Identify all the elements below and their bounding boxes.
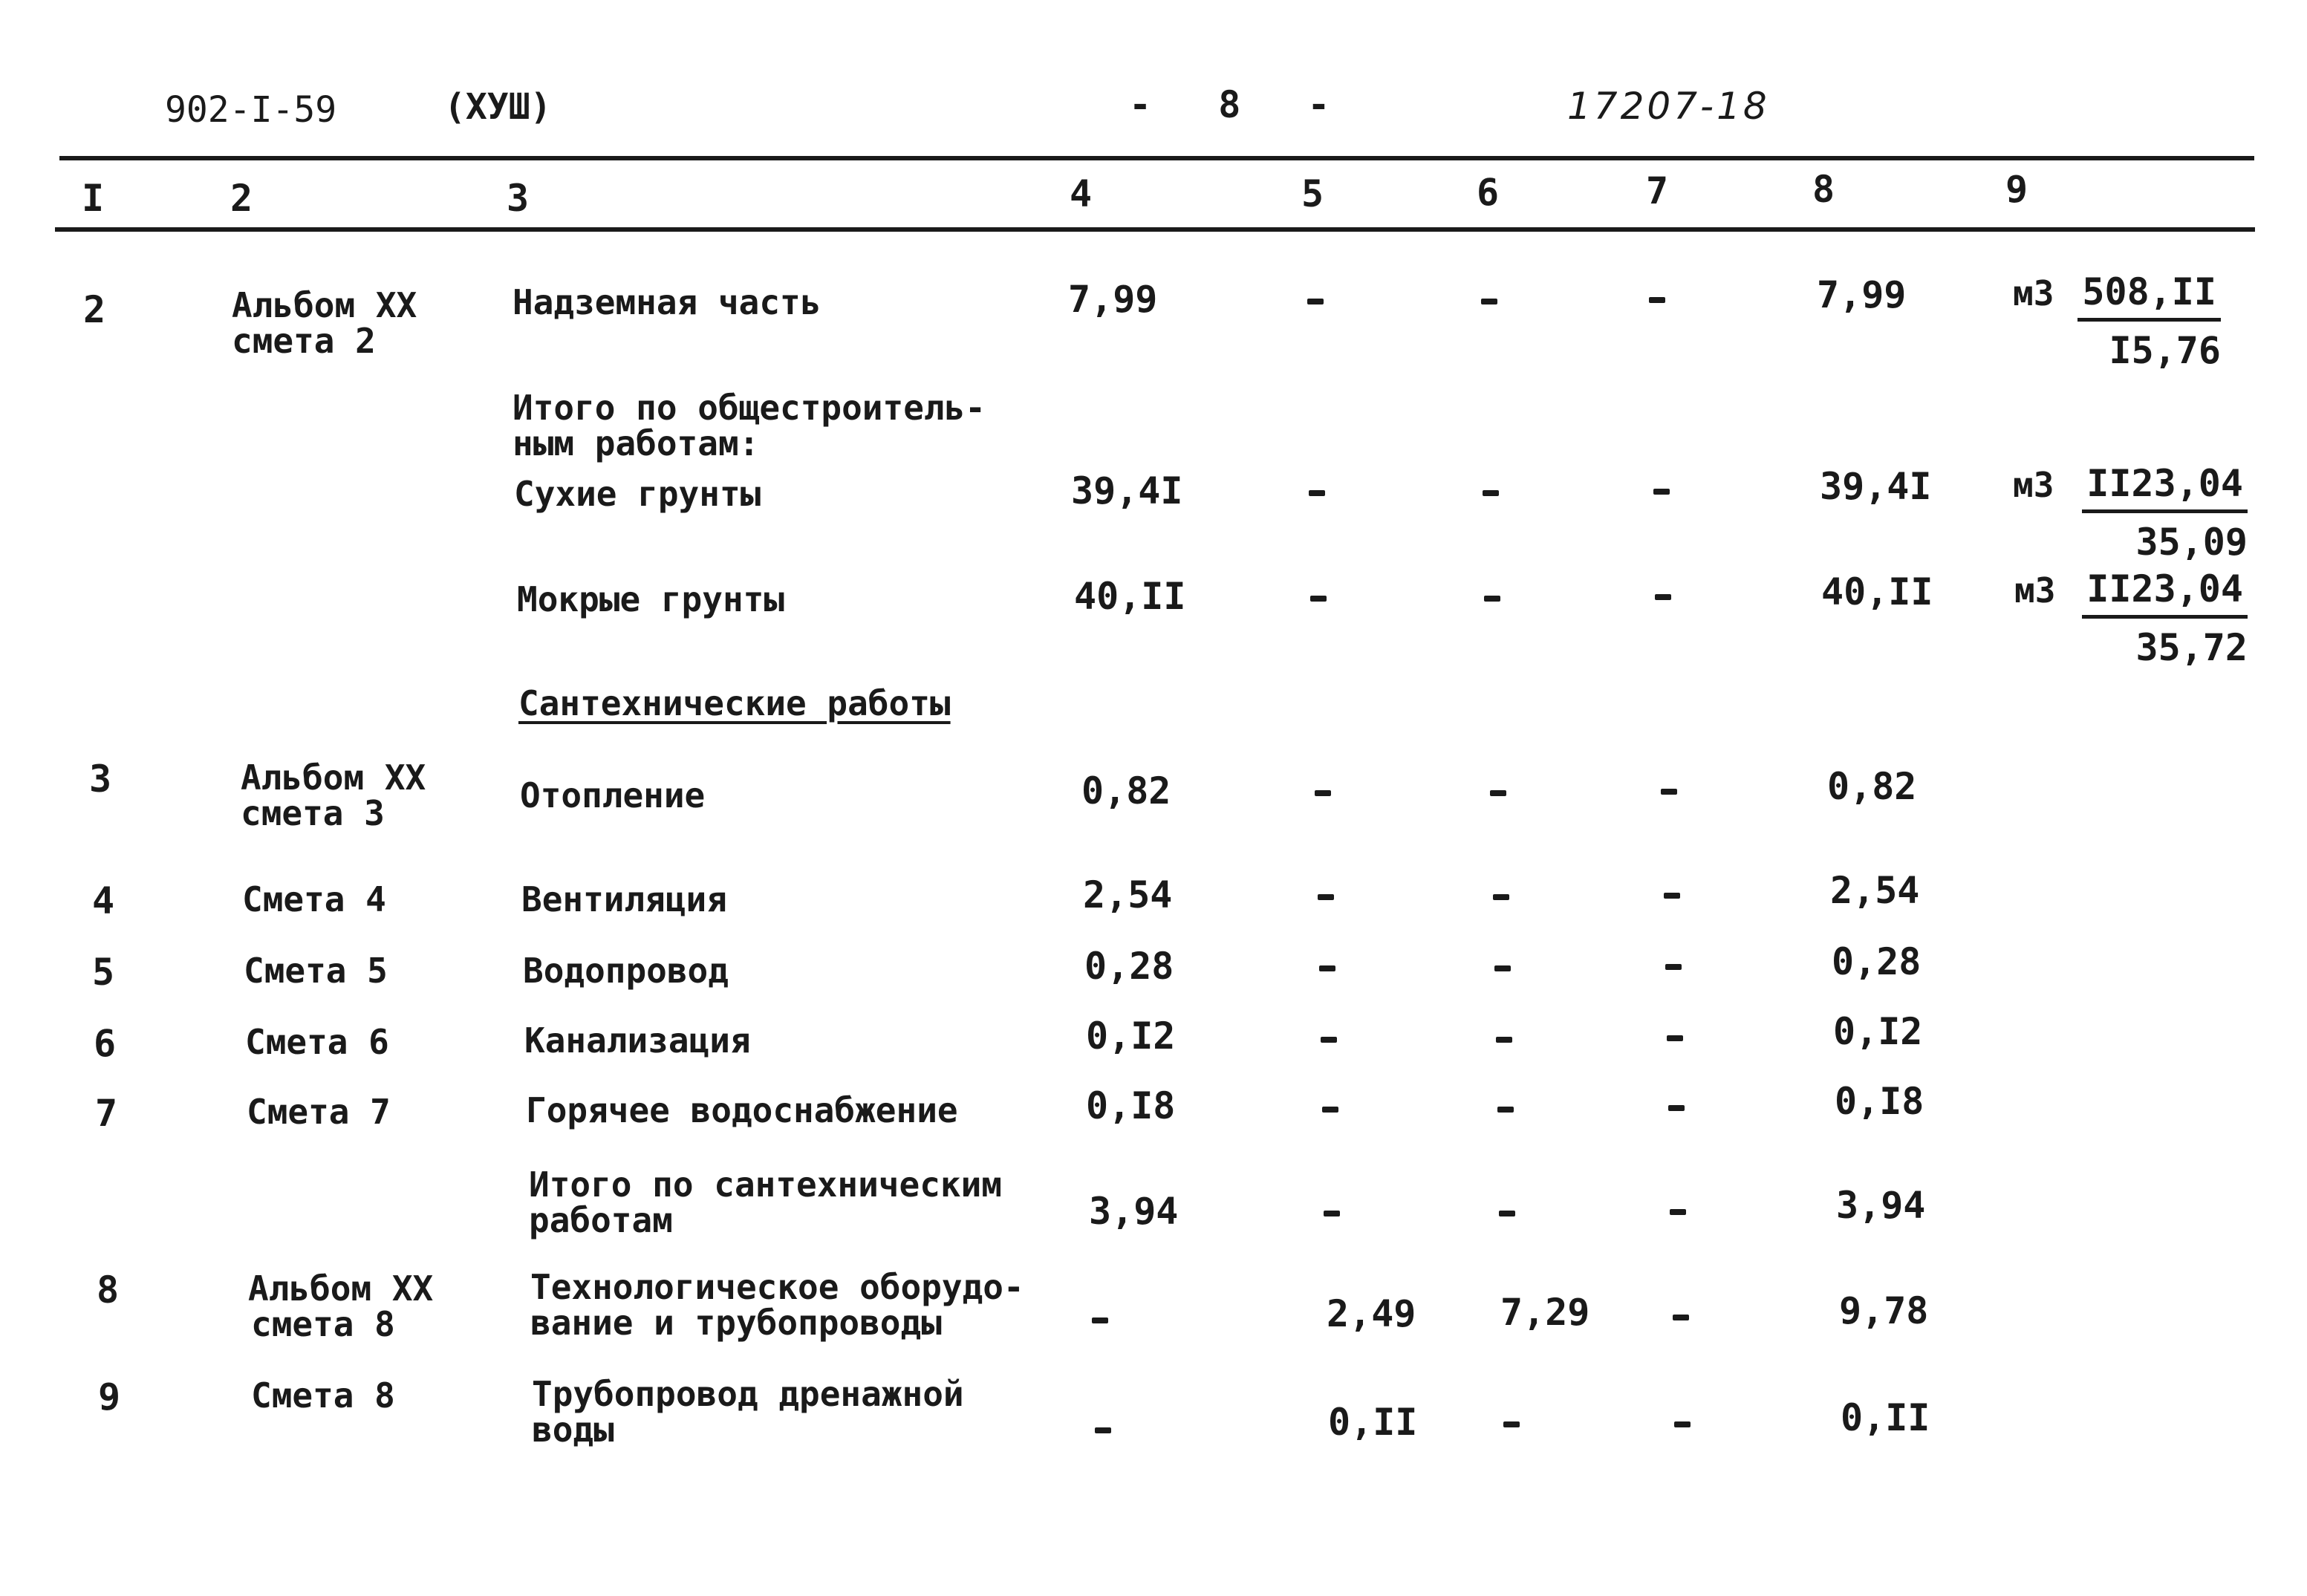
cell-col4: 0,82 — [1081, 769, 1171, 812]
price-fraction — [2077, 567, 2248, 669]
price-denominator: 35,09 — [2135, 521, 2248, 564]
cell-col8: 0,II — [1841, 1396, 1930, 1439]
dash-col6 — [1503, 1421, 1520, 1427]
row-number: 4 — [92, 879, 115, 922]
cell-col4: 40,II — [1074, 575, 1186, 618]
column-header-5: 5 — [1301, 172, 1324, 215]
work-name: Канализация — [524, 1020, 751, 1061]
cell-col4: 3,94 — [1089, 1190, 1179, 1233]
cell-col8: 0,82 — [1827, 765, 1917, 808]
column-header-2: 2 — [230, 177, 253, 220]
work-name: Сухие грунты — [514, 474, 761, 514]
subtotal-label: работам — [529, 1200, 673, 1240]
dash-col4 — [1095, 1427, 1111, 1433]
work-name: Технологическое оборудо- — [530, 1267, 1024, 1307]
dash-col7 — [1653, 489, 1670, 495]
column-header-6: 6 — [1477, 171, 1500, 214]
price-numerator: II23,04 — [2082, 462, 2248, 513]
dash-col6 — [1481, 299, 1497, 304]
cell-col4: 39,4I — [1071, 469, 1183, 512]
dash-col4 — [1092, 1317, 1108, 1323]
dash-col5 — [1322, 1107, 1338, 1113]
source-reference: Смета 7 — [247, 1092, 391, 1132]
dash-col7 — [1674, 1421, 1691, 1427]
document-code: 902-I-59 — [165, 89, 337, 131]
row-number: 8 — [97, 1268, 120, 1312]
unit: м3 — [2013, 273, 2054, 313]
cell-col8: 0,I2 — [1833, 1010, 1923, 1053]
subtotal-label: Итого по общестроитель- — [513, 388, 986, 428]
dash-col7 — [1668, 1105, 1685, 1111]
cell-col4: 0,28 — [1084, 945, 1174, 988]
column-header-1: I — [82, 177, 105, 220]
work-name: Мокрые грунты — [517, 579, 785, 619]
dash-col5 — [1307, 299, 1324, 304]
column-header-9: 9 — [2005, 168, 2028, 211]
column-header-3: 3 — [507, 177, 530, 220]
cell-col8: 2,54 — [1830, 869, 1920, 912]
unit: м3 — [2014, 570, 2056, 610]
dash-col7 — [1667, 1035, 1683, 1041]
dash-col7 — [1673, 1315, 1689, 1320]
dash-col6 — [1484, 596, 1500, 602]
cell-col8: 7,99 — [1817, 273, 1907, 316]
price-fraction — [2050, 270, 2221, 372]
dash-col5 — [1318, 894, 1334, 900]
price-denominator: 35,72 — [2135, 626, 2248, 669]
dash-col7 — [1665, 964, 1682, 970]
row-number: 9 — [98, 1375, 121, 1419]
dash-col5 — [1310, 596, 1327, 602]
source-reference: Альбом XX — [232, 285, 417, 325]
work-name: Водопровод — [523, 951, 729, 991]
dash-col6 — [1493, 894, 1509, 900]
dash-col6 — [1494, 965, 1511, 971]
dash-col6 — [1499, 1211, 1515, 1216]
source-reference: Смета 6 — [245, 1022, 389, 1062]
dash-col7 — [1649, 297, 1665, 303]
column-header-7: 7 — [1646, 169, 1669, 212]
work-name: Отопление — [520, 775, 706, 815]
subtotal-label: ным работам: — [513, 423, 760, 463]
source-reference: Смета 8 — [251, 1375, 395, 1416]
work-name: Надземная часть — [513, 282, 821, 322]
cell-col8: 3,94 — [1836, 1184, 1926, 1227]
dash-col7 — [1670, 1209, 1686, 1215]
column-header-8: 8 — [1812, 168, 1835, 211]
cell-col5: 0,II — [1328, 1401, 1418, 1444]
dash-col6 — [1483, 490, 1499, 496]
cell-col8: 0,28 — [1832, 940, 1922, 983]
dash-col7 — [1655, 594, 1671, 600]
dash-col5 — [1324, 1211, 1340, 1216]
unit: м3 — [2013, 465, 2054, 505]
source-reference: смета 2 — [232, 321, 376, 361]
header-rule — [55, 227, 2255, 232]
row-number: 2 — [83, 288, 106, 331]
dash-col6 — [1496, 1037, 1512, 1043]
price-denominator: I5,76 — [2109, 329, 2221, 372]
page-number: - 8 - — [1129, 83, 1353, 126]
cell-col8: 40,II — [1821, 570, 1933, 613]
price-numerator: II23,04 — [2082, 567, 2248, 619]
column-header-4: 4 — [1070, 172, 1093, 215]
work-name: Горячее водоснабжение — [526, 1090, 958, 1130]
cell-col5: 2,49 — [1327, 1292, 1416, 1335]
row-number: 5 — [92, 951, 115, 994]
cell-col8: 39,4I — [1820, 465, 1932, 508]
source-reference: Альбом XX — [241, 758, 426, 798]
document-part: (ХУШ) — [444, 86, 552, 128]
work-name: воды — [532, 1410, 614, 1450]
cell-col8: 0,I8 — [1835, 1080, 1924, 1123]
cell-col8: 9,78 — [1839, 1289, 1929, 1332]
subtotal-label: Итого по сантехническим — [529, 1165, 1002, 1205]
dash-col6 — [1497, 1107, 1514, 1113]
cell-col4: 2,54 — [1083, 873, 1173, 916]
registration-number: 17207-18 — [1567, 85, 1770, 128]
cell-col4: 7,99 — [1068, 278, 1158, 321]
price-fraction — [2077, 462, 2248, 564]
dash-col5 — [1319, 965, 1335, 971]
cell-col4: 0,I8 — [1086, 1084, 1176, 1127]
source-reference: Альбом XX — [248, 1268, 434, 1309]
row-number: 6 — [94, 1022, 117, 1065]
source-reference: смета 3 — [241, 793, 385, 833]
cell-col6: 7,29 — [1500, 1291, 1590, 1334]
top-rule — [59, 156, 2254, 160]
row-number: 7 — [95, 1092, 118, 1135]
work-name: вание и трубопроводы — [530, 1303, 942, 1343]
dash-col6 — [1490, 790, 1506, 796]
work-name: Трубопровод дренажной — [532, 1374, 964, 1414]
price-numerator: 508,II — [2077, 270, 2221, 322]
dash-col5 — [1315, 790, 1331, 796]
source-reference: Смета 5 — [244, 951, 388, 991]
row-number: 3 — [89, 758, 112, 801]
source-reference: смета 8 — [251, 1304, 395, 1344]
section-heading: Сантехнические работы — [518, 683, 951, 723]
cell-col4: 0,I2 — [1086, 1014, 1176, 1058]
dash-col5 — [1309, 490, 1325, 496]
dash-col5 — [1321, 1037, 1337, 1043]
dash-col7 — [1664, 893, 1680, 899]
source-reference: Смета 4 — [242, 879, 386, 919]
work-name: Вентиляция — [521, 879, 727, 919]
dash-col7 — [1661, 789, 1677, 795]
